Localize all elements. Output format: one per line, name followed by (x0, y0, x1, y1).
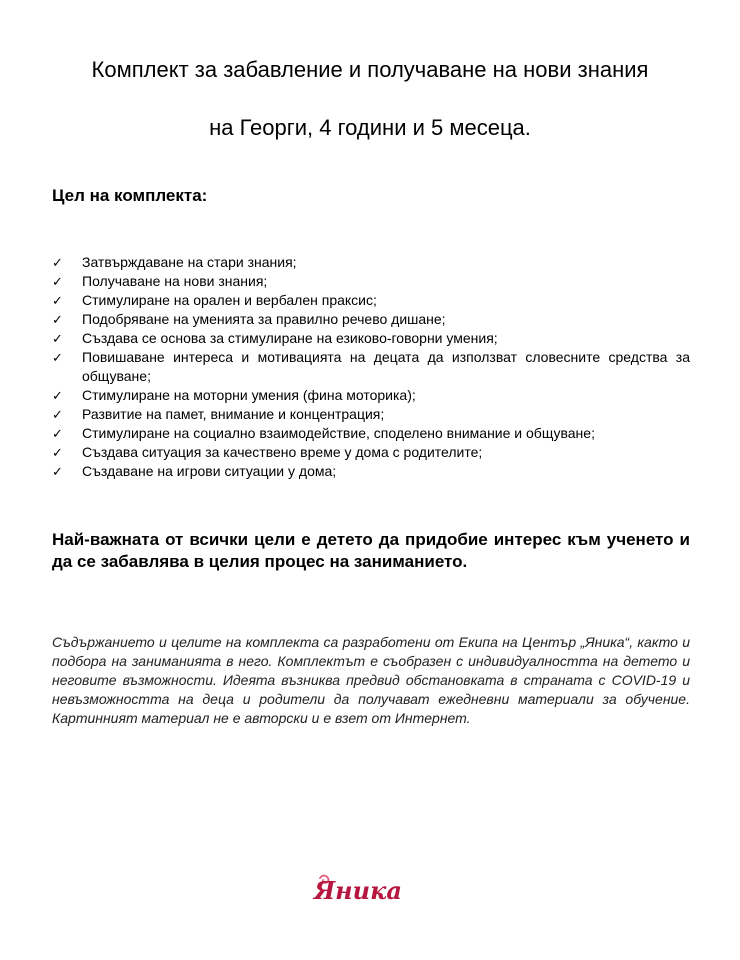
goal-item (52, 348, 690, 386)
goal-item (52, 329, 690, 348)
goal-item (52, 424, 690, 443)
goal-item (52, 386, 690, 405)
goal-text: Стимулиране на социално взаимодействие, споделено внимание и общуване; (82, 425, 595, 441)
checkmark-icon: ✓ (52, 293, 63, 308)
goal-item (52, 291, 690, 310)
goal-item (52, 310, 690, 329)
checkmark-icon: ✓ (52, 388, 63, 403)
document-title-line-2: на Георги, 4 години и 5 месеца. (209, 115, 531, 140)
yanika-logo (312, 872, 402, 908)
goal-item (52, 272, 690, 291)
goal-text: Създава ситуация за качествено време у дома с родителите; (82, 444, 483, 460)
goal-text: Създава се основа за стимулиране на езиково-говорни умения; (82, 330, 498, 346)
checkmark-icon: ✓ (52, 350, 63, 365)
goal-item (52, 462, 690, 481)
checkmark-icon: ✓ (52, 426, 63, 441)
checkmark-icon: ✓ (52, 312, 63, 327)
checkmark-icon: ✓ (52, 255, 63, 270)
goals-list (52, 253, 690, 481)
checkmark-icon: ✓ (52, 407, 63, 422)
goal-text: Получаване на нови знания; (82, 273, 268, 289)
goal-text: Затвърждаване на стари знания; (82, 254, 297, 270)
goal-text: Стимулиране на орален и вербален праксис; (82, 292, 377, 308)
goal-text: Стимулиране на моторни умения (фина моторика); (82, 387, 416, 403)
checkmark-icon: ✓ (52, 331, 63, 346)
goal-item (52, 253, 690, 272)
goal-text: Създаване на игрови ситуации у дома; (82, 463, 337, 479)
goal-text: Повишаване интереса и мотивацията на децата да използват словесните средства за общуване; (82, 349, 690, 384)
document-title-line-1: Комплект за забавление и получаване на нови знания (91, 57, 649, 82)
checkmark-icon: ✓ (52, 445, 63, 460)
goals-heading: Цел на комплекта: (52, 186, 208, 205)
checkmark-icon: ✓ (52, 274, 63, 289)
goal-text: Подобряване на уменията за правилно речево дишане; (82, 311, 446, 327)
goal-text: Развитие на памет, внимание и концентрация; (82, 406, 385, 422)
goal-item (52, 443, 690, 462)
authorship-note: Съдържанието и целите на комплекта са разработени от Екипа на Център „Яника“, както и подбора на заниманията в него. Комплектът е съобразен с индивидуалността на детето и неговите възможности. Идеята възниква предвид обстановката в страната с COVID-19 и невъзможността на деца и родители да получават ежедневни материали за обучение. Картинният материал не е авторски и е взет от Интернет. (52, 634, 690, 726)
checkmark-icon: ✓ (52, 464, 63, 479)
goal-item (52, 405, 690, 424)
main-goal-statement: Най-важната от всички цели е детето да придобие интерес към ученето и да се забавлява в целия процес на заниманието. (52, 530, 690, 571)
logo-text: Яника (314, 876, 402, 905)
